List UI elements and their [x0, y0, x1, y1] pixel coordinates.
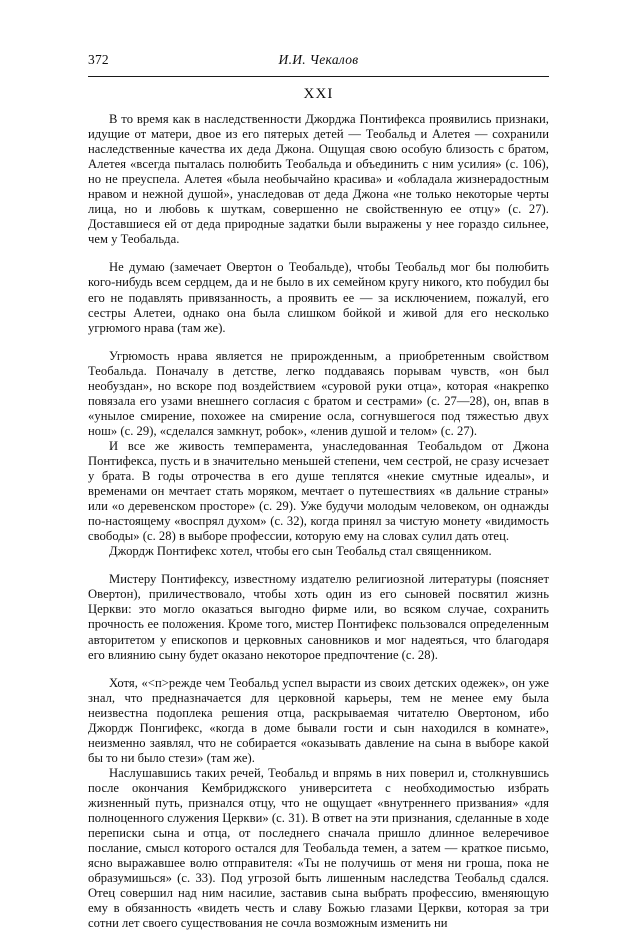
- chapter-number: XXI: [303, 86, 334, 102]
- running-header: [88, 52, 549, 71]
- body-paragraph: Мистеру Понтифексу, известному издателю религиозной литературы (поясняет Овертон), приличествовало, чтобы хоть один из его сыновей посвятил жизнь Церкви: это могло оказаться выгодно фирме или, во всяком случае, сохранить прочность ее положения. Кроме того, мистер Понтифекс пользовался определенным авторитетом у епископов и церковных сановников и мог надеяться, что благодаря его влиянию сыну будет оказано некоторое предпочтение (с. 28).: [88, 572, 549, 662]
- body-paragraph: Джордж Понтифекс хотел, чтобы его сын Теобальд стал священником.: [109, 544, 492, 559]
- body-paragraph: И все же живость темперамента, унаследованная Теобальдом от Джона Понтифекса, пусть и в значительно меньшей степени, чем сестрой, не сразу исчезает у брата. В годы отрочества в его душе теплятся «некие смутные идеалы», и временами он мечтает стать моряком, мечтает о путешествиях «в дальние страны» или «о деревенском просторе» (с. 29). Уже будучи молодым человеком, он однажды по-настоящему «воспрял духом» (с. 32), когда принял за чистую монету «видимость свободы» (с. 28) в выборе профессии, которую ему на словах сулил дать отец.: [88, 438, 549, 544]
- body-text-column: [88, 112, 549, 931]
- page-number: 372: [88, 52, 109, 67]
- running-header-author: И.И. Чекалов: [278, 52, 359, 67]
- header-rule: [88, 76, 549, 77]
- body-paragraph: Угрюмость нрава является не прирожденным, а приобретенным свойством Теобальда. Поначалу в детстве, легко поддаваясь порывам чувств, «он был необуздан», но вскоре под воздействием «суровой руки отца», которая «накрепко повязала его узами внешнего согласия с братом и сестрами» (с. 27—28), он, впав в «унылое смирение, похожее на смирение осла, согнувшегося под тяжестью двух нош» (с. 29), «сделался замкнут, робок», «ленив душой и телом» (с. 27).: [88, 348, 549, 438]
- body-paragraph: В то время как в наследственности Джорджа Понтифекса проявились признаки, идущие от матери, двое из его пятерых детей — Теобальд и Алетея — сохранили наследственные качества их деда Джона. Ощущая свою особую близость с братом, Алетея «всегда пыталась полюбить Теобальда и объединить с ним усилия» (с. 106), но не преуспела. Алетея «была необычайно красива» и «обладала жизнерадостным нравом и нежной душой», унаследовав от деда Джона «не только некоторые черты лица, но и любовь к шуткам, совершенно не свойственную ее отцу» (с. 27). Доставшиеся ей от деда природные задатки были выражены у нее гораздо сильнее, чем у Теобальда.: [88, 112, 549, 247]
- body-paragraph: Хотя, «<п>режде чем Теобальд успел вырасти из своих детских одежек», он уже знал, что предназначается для церковной карьеры, тем не менее ему была неизвестна подоплека решения отца, раскрываемая читателю Овертоном, ибо Джордж Понгифекс, «когда в доме бывали гости и сын находился в комнате», неизменно заявлял, что не собирается «оказывать давление на сына в выборе какой бы то ни было стези» (там же).: [88, 675, 549, 765]
- body-paragraph: Не думаю (замечает Овертон о Теобальде), чтобы Теобальд мог бы полюбить кого-нибудь всем сердцем, да и не было в их семейном кругу никого, кто побудил бы его не подавлять привязанность, а проявить ее — за исключением, пожалуй, его сестры Алетеи, однако она была слишком бойкой и живой для его несколько угрюмого нрава (там же).: [88, 260, 549, 335]
- body-paragraph: Наслушавшись таких речей, Теобальд и впрямь в них поверил и, столкнувшись после окончания Кембриджского университета с необходимостью избрать жизненный путь, признался отцу, что не ощущает «внутреннего призвания» «для полноценного служения Церкви» (с. 31). В ответ на эти признания, сделанные в ходе переписки сына и отца, от последнего сначала пришло длинное велеречивое послание, смысл которого остался для Теобальда темен, а затем — краткое письмо, ясно выражавшее волю отправителя: «Ты не получишь от меня ни гроша, пока не образумишься» (с. 33). Под угрозой быть лишенным наследства Теобальд сдался. Отец совершил над ним насилие, заставив сына выбрать профессию, вменяющую ему в обязанность «видеть честь и славу Божью глазами Церкви, которая за три сотни лет своего существования не сочла возможным изменить ни: [88, 765, 549, 931]
